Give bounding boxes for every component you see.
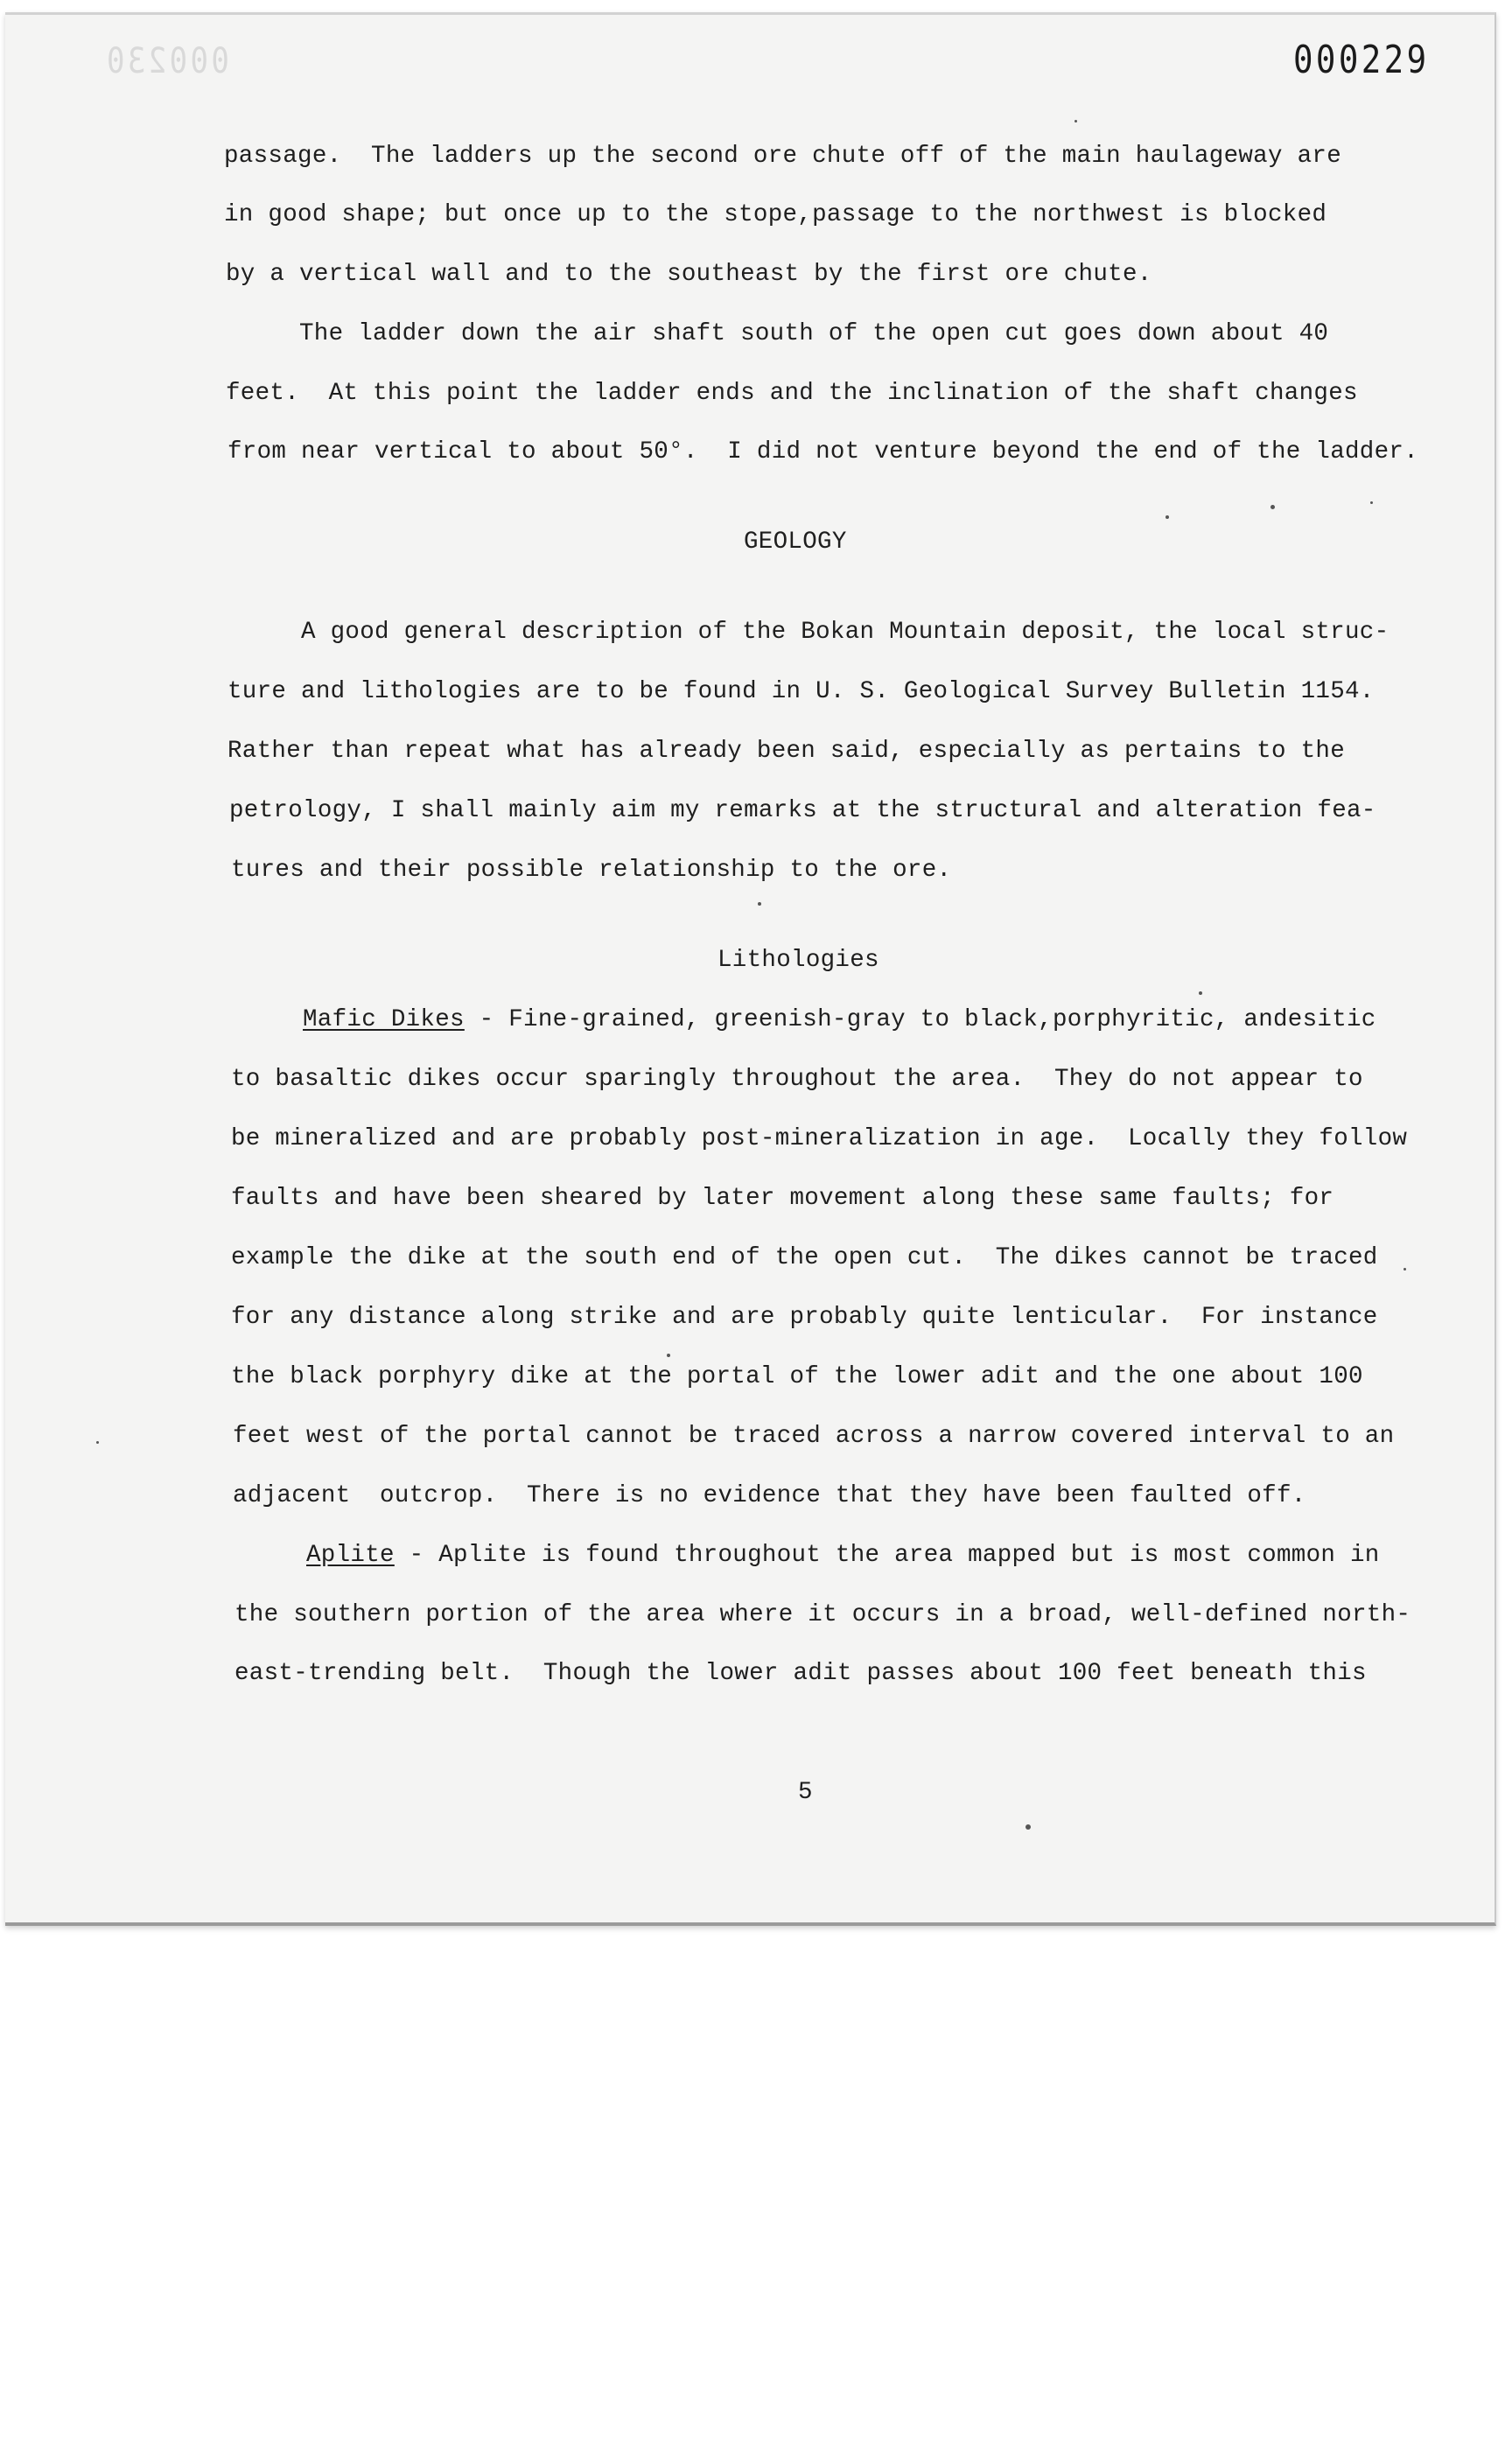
scan-speck — [758, 902, 761, 906]
scan-speck — [1270, 505, 1275, 509]
body-line: the southern portion of the area where it occurs in a broad, well-defined north- — [234, 1601, 1411, 1628]
body-line: by a vertical wall and to the southeast by the first ore chute. — [226, 261, 1152, 288]
page-number: 5 — [798, 1779, 813, 1806]
subsection-heading-lithologies: Lithologies — [718, 947, 879, 974]
body-line: the black porphyry dike at the portal of the lower adit and the one about 100 — [231, 1363, 1363, 1390]
aplite-label: Aplite — [306, 1542, 395, 1569]
mafic-dikes-label: Mafic Dikes — [303, 1006, 465, 1033]
scan-speck — [667, 1354, 670, 1357]
body-line: The ladder down the air shaft south of the open cut goes down about 40 — [299, 320, 1329, 347]
body-line: faults and have been sheared by later movement along these same faults; for — [231, 1185, 1334, 1212]
scan-speck — [96, 1441, 99, 1444]
body-line: from near vertical to about 50°. I did not venture beyond the end of the ladder. — [228, 438, 1419, 466]
body-line: passage. The ladders up the second ore chute off of the main haulageway are — [224, 143, 1342, 170]
body-line: A good general description of the Bokan Mountain deposit, the local struc- — [301, 619, 1390, 646]
body-line: for any distance along strike and are probably quite lenticular. For instance — [231, 1304, 1378, 1331]
aplite-first-line — [306, 1544, 1380, 1568]
scan-speck — [1370, 501, 1373, 504]
body-line: feet west of the portal cannot be traced across a narrow covered interval to an — [233, 1423, 1395, 1450]
body-line: in good shape; but once up to the stope,passage to the northwest is blocked — [224, 201, 1327, 228]
scan-speck — [1074, 120, 1077, 122]
body-line: feet. At this point the ladder ends and the inclination of the shaft changes — [226, 380, 1358, 407]
document-number-stamp: 000229 — [1293, 38, 1430, 82]
mafic-dikes-first-line-text: - Fine-grained, greenish-gray to black,porphyritic, andesitic — [464, 1006, 1376, 1033]
scan-speck — [1199, 991, 1202, 995]
scan-speck — [1166, 515, 1169, 519]
body-line: petrology, I shall mainly aim my remarks at the structural and alteration fea- — [229, 797, 1376, 824]
aplite-first-line-text: - Aplite is found throughout the area mapped but is most common in — [394, 1542, 1380, 1569]
body-line: east-trending belt. Though the lower adit passes about 100 feet beneath this — [234, 1660, 1367, 1687]
mafic-dikes-first-line — [303, 1008, 1376, 1032]
bleed-through-stamp: 000230 — [103, 41, 229, 81]
section-heading-geology: GEOLOGY — [744, 528, 847, 556]
body-line: adjacent outcrop. There is no evidence that they have been faulted off. — [233, 1482, 1306, 1509]
body-line: example the dike at the south end of the open cut. The dikes cannot be traced — [231, 1244, 1378, 1271]
document-page — [5, 12, 1496, 1926]
body-line: to basaltic dikes occur sparingly throughout the area. They do not appear to — [231, 1066, 1363, 1093]
body-line: Rather than repeat what has already been said, especially as pertains to the — [228, 738, 1346, 765]
body-line: be mineralized and are probably post-mineralization in age. Locally they follow — [231, 1125, 1408, 1152]
scan-speck — [1404, 1268, 1406, 1270]
scan-speck — [1026, 1824, 1031, 1830]
body-line: ture and lithologies are to be found in U. S. Geological Survey Bulletin 1154. — [228, 678, 1375, 705]
body-line: tures and their possible relationship to the ore. — [231, 857, 952, 884]
